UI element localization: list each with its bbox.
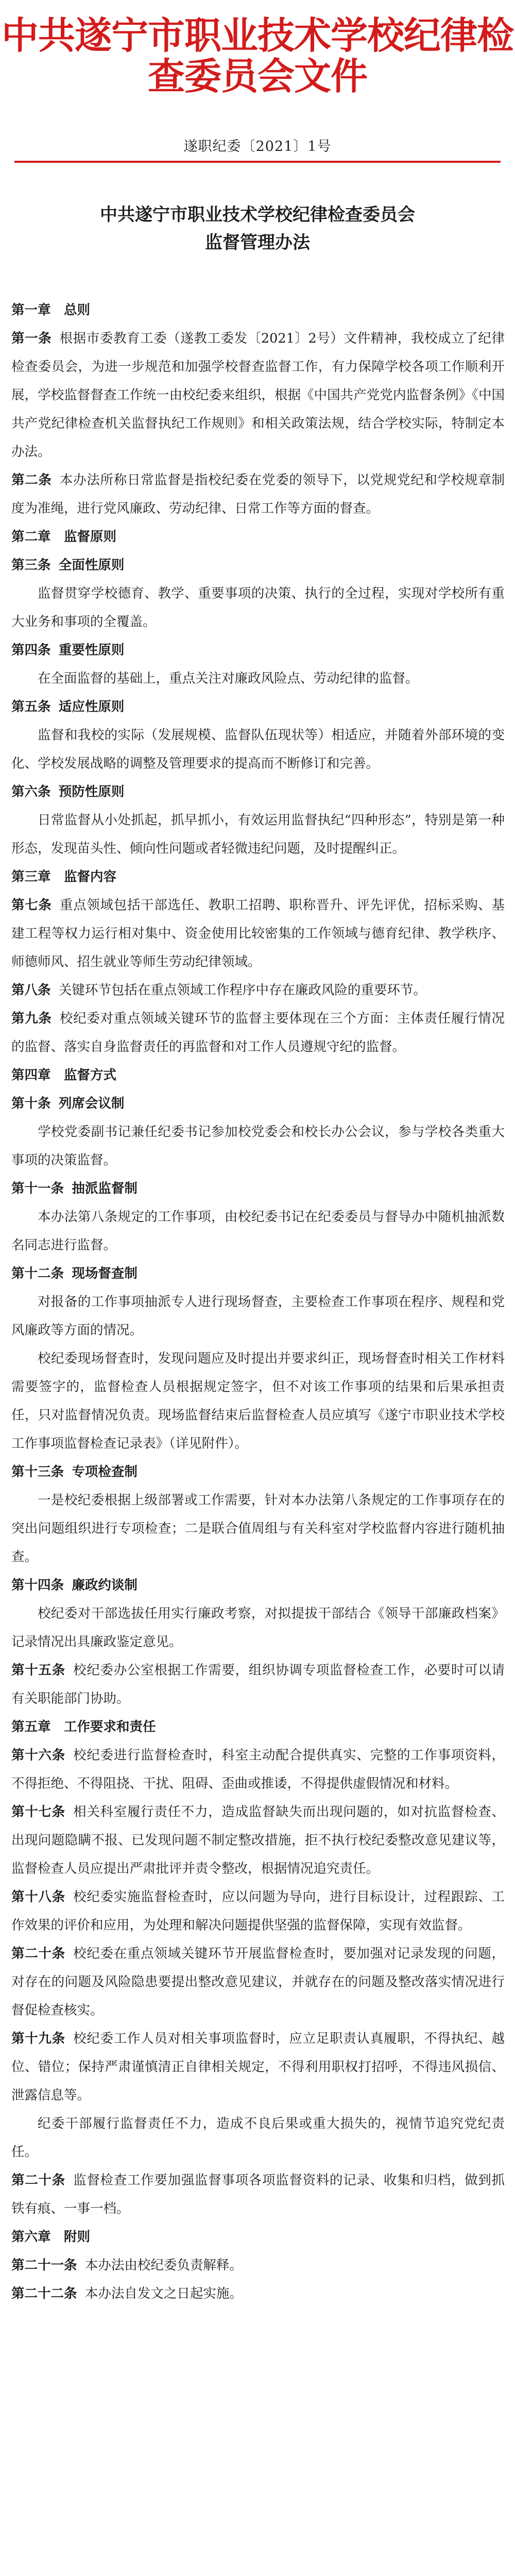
- title-line: 中共遂宁市职业技术学校纪律检查委员会: [100, 205, 415, 225]
- article-text: 全面性原则: [58, 557, 125, 573]
- article-label: 第四条: [11, 642, 51, 658]
- article-label: 第十八条: [11, 1889, 65, 1905]
- article-text: 校纪委实施监督检查时，应以问题为导向，进行目标设计，过程跟踪、工作效果的评价和应用，为处理和解决问题提供坚强的监督保障，实现有效监督。: [11, 1889, 505, 1933]
- masthead-divider: [14, 161, 501, 163]
- article-text: 抽派监督制: [72, 1181, 138, 1196]
- section-heading: [11, 778, 505, 806]
- article-label: 第十九条: [11, 2031, 65, 2046]
- body-paragraph: 一是校纪委根据上级部署或工作需要，针对本办法第八条规定的工作事项存在的突出问题组织进行专项检查；二是联合值周组与有关科室对学校监督内容进行随机抽查。: [11, 1493, 505, 1565]
- article-paragraph: [11, 2251, 505, 2280]
- article-label: 第十七条: [11, 1804, 65, 1820]
- article-text: 校纪委对重点领域关键环节的监督主要体现在三个方面：主体责任履行情况的监督、落实自身监督责任的再监督和对工作人员遵规守纪的监督。: [11, 1011, 505, 1055]
- article-paragraph: [11, 466, 505, 523]
- article-text: 本办法由校纪委负责解释。: [84, 2258, 243, 2273]
- article-label: 第二十一条: [11, 2258, 77, 2273]
- article-paragraph: [11, 976, 505, 1005]
- article-text: 廉政约谈制: [72, 1578, 138, 1593]
- article-paragraph: [11, 2166, 505, 2223]
- article-label: 第十五条: [11, 1663, 65, 1678]
- section-heading: [11, 551, 505, 580]
- article-label: 第十四条: [11, 1578, 64, 1593]
- article-label: 第二十条: [11, 2173, 65, 2188]
- article-label: 第八条: [11, 982, 51, 998]
- article-label: 第一条: [11, 331, 52, 346]
- article-text: 预防性原则: [58, 784, 125, 800]
- article-label: 第六条: [11, 784, 51, 800]
- document-body: [11, 296, 505, 2308]
- section-heading: [11, 636, 505, 665]
- article-text: 现场督查制: [72, 1266, 138, 1281]
- article-text: 相关科室履行责任不力，造成监督缺失而出现问题的，如对抗监督检查、出现问题隐瞒不报、已发现问题不制定整改措施，拒不执行校纪委整改意见建议等，监督检查人员应提出严肃批评并责令整改，根据情况追究责任。: [11, 1804, 505, 1876]
- article-paragraph: [11, 1656, 505, 1713]
- article-label: 第十条: [11, 1096, 51, 1111]
- title-line: 监督管理办法: [205, 232, 310, 253]
- article-label: 第五条: [11, 699, 51, 715]
- article-label: 第七条: [11, 897, 52, 913]
- article-text: 列席会议制: [58, 1096, 125, 1111]
- article-text: 监督检查工作要加强监督事项各项监督资料的记录、收集和归档，做到抓铁有痕、一事一档。: [11, 2173, 505, 2216]
- article-text: 重点领域包括干部选任、教职工招聘、职称晋升、评先评优，招标采购、基建工程等权力运行相对集中、资金使用比较密集的工作领域与德育纪律、教学秩序、师德师风、招生就业等师生劳动纪律领域。: [11, 897, 505, 970]
- body-paragraph: 在全面监督的基础上，重点关注对廉政风险点、劳动纪律的监督。: [38, 671, 419, 686]
- chapter-heading: 第五章 工作要求和责任: [11, 1719, 156, 1735]
- article-label: 第十一条: [11, 1181, 64, 1196]
- document-title: [0, 201, 515, 257]
- article-paragraph: [11, 1940, 505, 2025]
- article-text: 校纪委进行监督检查时，科室主动配合提供真实、完整的工作事项资料，不得拒绝、不得阻挠、干扰、阻碍、歪曲或推诿，不得提供虚假情况和材料。: [11, 1748, 505, 1791]
- article-label: 第三条: [11, 557, 51, 573]
- article-text: 重要性原则: [58, 642, 125, 658]
- article-label: 第二十二条: [11, 2286, 77, 2301]
- article-text: 专项检查制: [72, 1464, 138, 1480]
- article-text: 校纪委在重点领域关键环节开展监督检查时，要加强对记录发现的问题，对存在的问题及风险隐患要提出整改意见建议，并就存在的问题及整改落实情况进行督促检查核实。: [11, 1946, 505, 2018]
- article-text: 校纪委工作人员对相关事项监督时，应立足职责认真履职，不得执纪、越位、错位；保持严肃谨慎清正自律相关规定，不得利用职权打招呼，不得违风损信、泄露信息等。: [11, 2031, 505, 2103]
- article-label: 第十三条: [11, 1464, 64, 1480]
- chapter-heading: 第四章 监督方式: [11, 1067, 117, 1083]
- document-number: 遂职纪委〔2021〕1号: [183, 139, 332, 155]
- chapter-heading: 第六章 附则: [11, 2229, 91, 2245]
- article-label: 第二十条: [11, 1946, 65, 1961]
- article-paragraph: [11, 1798, 505, 1883]
- article-text: 关键环节包括在重点领域工作程序中存在廉政风险的重要环节。: [58, 982, 426, 998]
- section-heading: [11, 1090, 505, 1118]
- body-paragraph: 学校党委副书记兼任纪委书记参加校党委会和校长办公会议，参与学校各类重大事项的决策监督。: [11, 1124, 505, 1168]
- body-paragraph: 日常监督从小处抓起，抓早抓小，有效运用监督执纪“四种形态”，特别是第一种形态，发现苗头性、倾向性问题或者轻微违纪问题，及时提醒纠正。: [11, 812, 505, 856]
- article-paragraph: [11, 2025, 505, 2110]
- article-label: 第九条: [11, 1011, 52, 1026]
- body-paragraph: 校纪委现场督查时，发现问题应及时提出并要求纠正，现场督查时相关工作材料需要签字的，监督检查人员根据规定签字，但不对该工作事项的结果和后果承担责任，只对监督情况负责。现场监督结束后监督检查人员应填写《遂宁市职业技术学校工作事项监督检查记录表》（详见附件）。: [11, 1351, 505, 1451]
- article-paragraph: [11, 1741, 505, 1798]
- article-text: 校纪委办公室根据工作需要，组织协调专项监督检查工作，必要时可以请有关职能部门协助。: [11, 1663, 505, 1706]
- article-label: 第十六条: [11, 1748, 65, 1763]
- article-text: 本办法自发文之日起实施。: [84, 2286, 243, 2301]
- article-text: 根据市委教育工委（遂教工委发〔2021〕2号）文件精神，我校成立了纪律检查委员会，为进一步规范和加强学校督查监督工作，有力保障学校各项工作顺利开展，学校监督督查工作统一由校纪委来组织，根据《中国共产党党内监督条例》《中国共产党纪律检查机关监督执纪工作规则》和相关政策法规，结合学校实际，特制定本办法。: [11, 331, 505, 460]
- article-label: 第二条: [11, 472, 52, 488]
- section-heading: [11, 1571, 505, 1600]
- document-masthead: 中共遂宁市职业技术学校纪律检查委员会文件: [1, 14, 513, 98]
- section-heading: [11, 1260, 505, 1288]
- article-paragraph: [11, 325, 505, 466]
- body-paragraph: 纪委干部履行监督责任不力，造成不良后果或重大损失的，视情节追究党纪责任。: [11, 2116, 505, 2160]
- body-paragraph: 校纪委对干部选拔任用实行廉政考察，对拟提拔干部结合《领导干部廉政档案》记录情况出具廉政鉴定意见。: [11, 1606, 505, 1650]
- body-paragraph: 对报备的工作事项抽派专人进行现场督查，主要检查工作事项在程序、规程和党风廉政等方面的情况。: [11, 1294, 505, 1338]
- article-text: 本办法所称日常监督是指校纪委在党委的领导下，以党规党纪和学校规章制度为准绳，进行党风廉政、劳动纪律、日常工作等方面的督查。: [11, 472, 505, 516]
- article-paragraph: [11, 891, 505, 976]
- chapter-heading: 第三章 监督内容: [11, 869, 117, 885]
- chapter-heading: 第二章 监督原则: [11, 529, 117, 545]
- body-paragraph: 监督贯穿学校德育、教学、重要事项的决策、执行的全过程，实现对学校所有重大业务和事项的全覆盖。: [11, 586, 505, 630]
- article-paragraph: [11, 2280, 505, 2308]
- section-heading: [11, 1175, 505, 1203]
- article-paragraph: [11, 1005, 505, 1061]
- article-paragraph: [11, 1883, 505, 1940]
- article-label: 第十二条: [11, 1266, 64, 1281]
- section-heading: [11, 1458, 505, 1486]
- body-paragraph: 监督和我校的实际（发展规模、监督队伍现状等）相适应，并随着外部环境的变化、学校发展战略的调整及管理要求的提高而不断修订和完善。: [11, 727, 505, 771]
- body-paragraph: 本办法第八条规定的工作事项，由校纪委书记在纪委委员与督导办中随机抽派数名同志进行监督。: [11, 1209, 505, 1253]
- chapter-heading: 第一章 总则: [11, 302, 91, 318]
- section-heading: [11, 693, 505, 721]
- article-text: 适应性原则: [58, 699, 125, 715]
